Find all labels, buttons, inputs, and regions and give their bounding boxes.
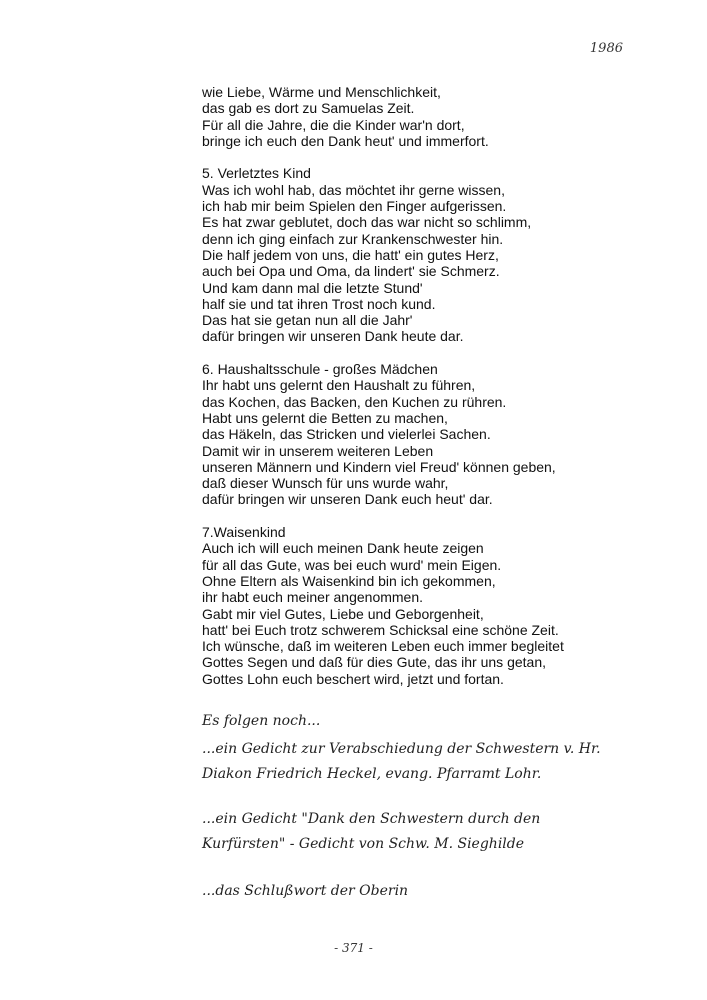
page-year: 1986 bbox=[589, 41, 623, 56]
poem-line: Für all die Jahre, die die Kinder war'n dort, bbox=[202, 116, 465, 133]
note-item: ...das Schlußwort der Oberin bbox=[202, 883, 409, 899]
poem-line: Gottes Segen und daß für dies Gute, das ihr uns getan, bbox=[202, 654, 546, 671]
poem-line: unseren Männern und Kindern viel Freud' können geben, bbox=[202, 458, 556, 475]
poem-line: Damit wir in unserem weiteren Leben bbox=[202, 442, 434, 459]
note-item-continuation: Kurfürsten" - Gedicht von Schw. M. Sieghilde bbox=[202, 836, 525, 852]
poem-line: denn ich ging einfach zur Krankenschwester hin. bbox=[202, 230, 504, 247]
poem-section-waisenkind bbox=[202, 524, 642, 687]
poem-line: daß dieser Wunsch für uns wurde wahr, bbox=[202, 475, 449, 492]
poem-line: Ihr habt uns gelernt den Haushalt zu führen, bbox=[202, 377, 476, 394]
poem-line: Das hat sie getan nun all die Jahr' bbox=[202, 312, 413, 329]
note-item: ...ein Gedicht zur Verabschiedung der Schwestern v. Hr. bbox=[202, 741, 601, 757]
poem-line: Auch ich will euch meinen Dank heute zeigen bbox=[202, 540, 484, 557]
poem-line: das Häkeln, das Stricken und vielerlei Sachen. bbox=[202, 426, 491, 443]
poem-line: Ich wünsche, daß im weiteren Leben euch immer begleitet bbox=[202, 638, 564, 655]
section-title: 7.Waisenkind bbox=[202, 524, 286, 541]
poem-line: hatt' bei Euch trotz schwerem Schicksal eine schöne Zeit. bbox=[202, 621, 559, 638]
poem-line: dafür bringen wir unseren Dank heute dar. bbox=[202, 328, 464, 345]
poem-line: Ohne Eltern als Waisenkind bin ich gekommen, bbox=[202, 572, 496, 589]
poem-line: Habt uns gelernt die Betten zu machen, bbox=[202, 409, 448, 426]
note-item: ...ein Gedicht "Dank den Schwestern durch den bbox=[202, 811, 541, 827]
poem-line: das gab es dort zu Samuelas Zeit. bbox=[202, 100, 415, 117]
poem-line: Es hat zwar geblutet, doch das war nicht so schlimm, bbox=[202, 214, 532, 231]
poem-line: Was ich wohl hab, das möchtet ihr gerne wissen, bbox=[202, 181, 505, 198]
poem-intro-stanza bbox=[202, 84, 642, 149]
poem-line: half sie und tat ihren Trost noch kund. bbox=[202, 295, 436, 312]
poem-line: das Kochen, das Backen, den Kuchen zu rühren. bbox=[202, 393, 507, 410]
poem-line: Die half jedem von uns, die hatt' ein gutes Herz, bbox=[202, 246, 499, 263]
poem-line: wie Liebe, Wärme und Menschlichkeit, bbox=[202, 84, 441, 100]
poem-line: ihr habt euch meiner angenommen. bbox=[202, 589, 424, 606]
poem-line: Und kam dann mal die letzte Stund' bbox=[202, 279, 423, 296]
poem-section-haushaltsschule bbox=[202, 361, 642, 508]
poem-line: bringe ich euch den Dank heut' und immerfort. bbox=[202, 132, 489, 149]
section-title: 5. Verletztes Kind bbox=[202, 165, 311, 182]
poem-line: ich hab mir beim Spielen den Finger aufgerissen. bbox=[202, 198, 507, 215]
poem-line: Gabt mir viel Gutes, Liebe und Geborgenheit, bbox=[202, 605, 484, 622]
section-title: 6. Haushaltsschule - großes Mädchen bbox=[202, 361, 438, 378]
poem-line: dafür bringen wir unseren Dank euch heut' dar. bbox=[202, 491, 493, 508]
poem-line: auch bei Opa und Oma, da lindert' sie Schmerz. bbox=[202, 263, 500, 280]
notes-intro: Es folgen noch... bbox=[202, 713, 321, 729]
poem-line: für all das Gute, was bei euch wurd' mein Eigen. bbox=[202, 556, 502, 573]
page-number: - 371 - bbox=[334, 941, 373, 955]
note-item-continuation: Diakon Friedrich Heckel, evang. Pfarramt Lohr. bbox=[202, 766, 542, 782]
poem-line: Gottes Lohn euch beschert wird, jetzt und fortan. bbox=[202, 670, 504, 687]
poem-body bbox=[202, 84, 642, 687]
poem-section-verletztes-kind bbox=[202, 165, 642, 344]
